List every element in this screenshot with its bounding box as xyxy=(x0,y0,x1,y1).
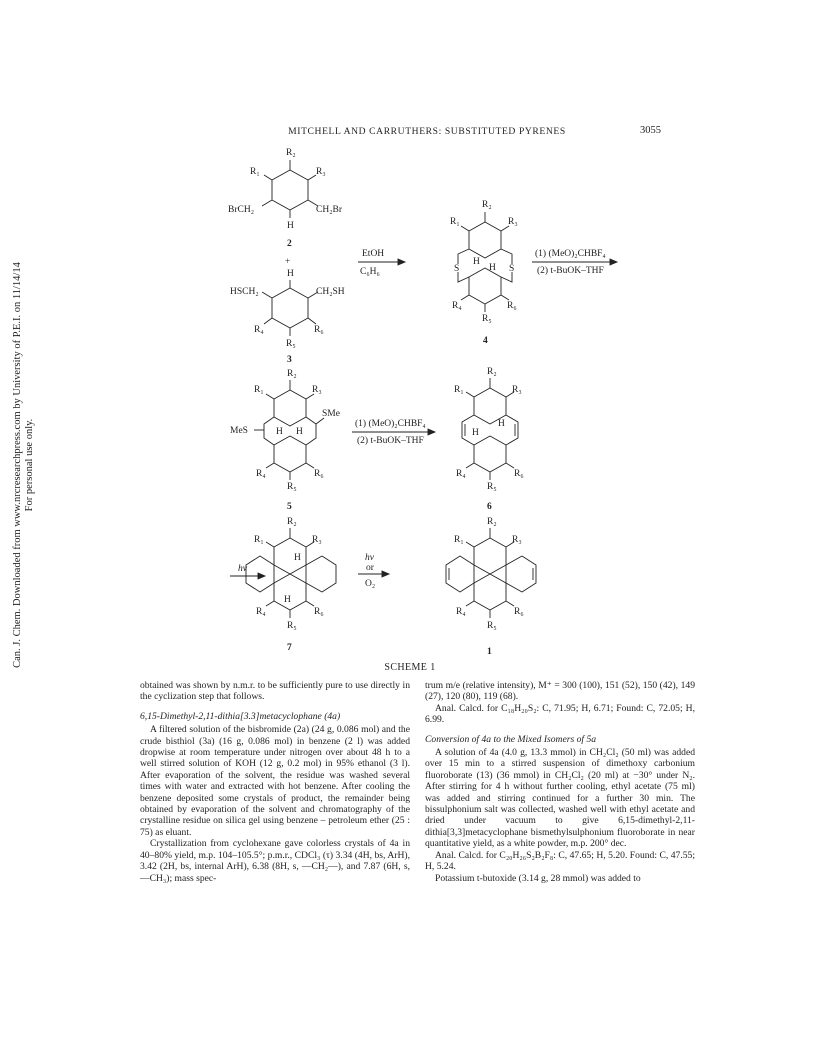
label-H: H xyxy=(489,263,496,273)
label-R1: R₁ xyxy=(450,217,460,227)
compound-number-1: 1 xyxy=(487,647,492,657)
compound-number-2: 2 xyxy=(287,239,292,249)
label-R4: R₄ xyxy=(452,301,462,311)
label-R6: R₆ xyxy=(314,469,324,479)
label-R3: R₃ xyxy=(312,535,322,545)
paragraph: Crystallization from cyclohexane gave colorless crystals of 4a in 40–80% yield, m.p. 104–105.5°; p.m.r., CDCl₃ (τ) 3.34 (4H, bs, ArH), 3.42 (2H, bs, internal ArH), 6.38 (8H, s, —CH₂—), and 7.87 (6H, s, —CH₃); mass spec- xyxy=(140,838,410,884)
compound-4-structure xyxy=(450,200,518,346)
left-column xyxy=(140,680,410,884)
label-R3: R₃ xyxy=(512,535,522,545)
paragraph: A solution of 4a (4.0 g, 13.3 mmol) in CH₂Cl₂ (50 ml) was added over 15 min to a stirred suspension of dimethoxy carbonium fluoroborate (13) (36 mmol) in CH₂Cl₂ (20 ml) at −30° under N₂. After stirring for 4 h without further cooling, ethyl acetate (75 ml) was added and stirring continued for a further 30 min. The bissulphonium salt was collected, washed well with ethyl acetate and dried under vacuum to give 6,15-dimethyl-2,11-dithia[3,3]metacyclophane bismethylsulphonium fluoroborate in near quantitative yield, as a white powder, m.p. 200° dec. xyxy=(425,747,695,850)
paragraph: Anal. Calcd. for C₂₀H₂₆S₂B₂F₈: C, 47.65; H, 5.20. Found: C, 47.55; H, 5.24. xyxy=(425,849,695,873)
label-R6: R₆ xyxy=(314,607,324,617)
label-BrCH2: BrCH₂ xyxy=(228,205,255,215)
label-R6: R₆ xyxy=(507,301,517,311)
label-S: S xyxy=(454,264,460,274)
download-watermark xyxy=(4,255,44,675)
compound-number-5: 5 xyxy=(287,502,292,512)
label-H: H xyxy=(287,221,294,231)
label-R2: R₂ xyxy=(487,517,497,527)
watermark-line-1: Can. J. Chem. Downloaded from www.nrcresearchpress.com by University of P.E.I. on 11/14/14 xyxy=(12,262,23,668)
compound-number-3: 3 xyxy=(287,355,292,365)
label-R2: R₂ xyxy=(287,369,297,379)
paragraph: A filtered solution of the bisbromide (2a) (24 g, 0.086 mol) and the crude bisthiol (3a) (16 g, 0.086 mol) in benzene (2 l) was added dropwise at room temperature under nitrogen over about 48 h to a well stirred solution of KOH (12 g, 0.2 mol) in 95% ethanol (3 l). After evaporation of the solvent, the residue was washed several times with water and extracted with hot benzene. After cooling the benzene deposited some crystals of product, the remainder being obtained by evaporation of the solvent and chromatography of the crystalline residue on silica gel using benzene – petroleum ether (25 : 75) as eluant. xyxy=(140,724,410,838)
paragraph: obtained was shown by n.m.r. to be sufficiently pure to use directly in the cyclization step that follows. xyxy=(140,680,410,703)
compound-number-6: 6 xyxy=(487,502,492,512)
paragraph: trum m/e (relative intensity), M⁺ = 300 (100), 151 (52), 150 (42), 149 (27), 120 (80), 119 (68). xyxy=(425,680,695,703)
label-H: H xyxy=(498,419,505,429)
arrow-4 xyxy=(230,564,265,579)
label-R4: R₄ xyxy=(256,607,266,617)
running-head: MITCHELL AND CARRUTHERS: SUBSTITUTED PYRENES xyxy=(288,126,566,137)
section-heading: 6,15-Dimethyl-2,11-dithia[3.3]metacyclophane (4a) xyxy=(140,710,341,722)
arrow-5 xyxy=(358,553,389,589)
compound-number-4: 4 xyxy=(483,336,488,346)
reaction-scheme xyxy=(210,140,640,660)
label-R5: R₅ xyxy=(482,314,492,324)
label-R6: R₆ xyxy=(514,469,524,479)
label-R2: R₂ xyxy=(287,517,297,527)
arrow-3 xyxy=(352,418,435,446)
label-H: H xyxy=(276,427,283,437)
label-R5: R₅ xyxy=(287,482,297,492)
compound-2-structure xyxy=(228,148,343,249)
compound-1-structure xyxy=(446,517,536,657)
arrow-3-bottom: (2) t-BuOK–THF xyxy=(357,436,424,446)
compound-6-structure xyxy=(454,367,524,512)
arrow-2-top: (1) (MeO)₂CHBF₄ xyxy=(535,249,606,259)
label-R5: R₅ xyxy=(287,621,297,631)
label-R4: R₄ xyxy=(256,469,266,479)
label-R5: R₅ xyxy=(487,482,497,492)
label-H: H xyxy=(473,257,480,267)
arrow-1-bottom: C₆H₆ xyxy=(360,267,380,277)
label-R5: R₅ xyxy=(487,621,497,631)
label-R1: R₁ xyxy=(254,535,264,545)
label-R4: R₄ xyxy=(456,469,466,479)
label-R1: R₁ xyxy=(454,535,464,545)
arrow-4-label: hν xyxy=(238,564,247,574)
arrow-5-top: hν xyxy=(365,553,374,563)
arrow-1-top: EtOH xyxy=(362,249,385,259)
label-R6: R₆ xyxy=(314,325,324,335)
arrow-2 xyxy=(532,248,617,276)
right-column xyxy=(425,680,695,884)
label-R3: R₃ xyxy=(508,217,518,227)
label-R2: R₂ xyxy=(487,367,497,377)
compound-7-structure xyxy=(246,517,336,653)
compound-5-structure xyxy=(230,369,340,512)
label-R1: R₁ xyxy=(250,167,260,177)
label-S: S xyxy=(509,264,515,274)
label-R5: R₅ xyxy=(286,339,296,349)
reaction-scheme-drawing xyxy=(210,140,640,660)
arrow-1 xyxy=(358,249,405,277)
section-heading: Conversion of 4a to the Mixed Isomers of 5a xyxy=(425,733,597,745)
arrow-2-bottom: (2) t-BuOK–THF xyxy=(537,266,604,276)
label-R3: R₃ xyxy=(316,167,326,177)
scheme-caption: SCHEME 1 xyxy=(384,662,436,673)
compound-number-7: 7 xyxy=(287,643,292,653)
arrow-3-top: (1) (MeO)₂CHBF₄ xyxy=(355,419,426,429)
label-R2: R₂ xyxy=(482,200,492,210)
watermark-line-2: For personal use only. xyxy=(24,418,35,512)
page-number: 3055 xyxy=(640,125,661,136)
label-R2: R₂ xyxy=(286,148,296,158)
paragraph: Potassium t-butoxide (3.14 g, 28 mmol) was added to xyxy=(435,872,641,884)
arrow-5-mid: or xyxy=(366,563,374,573)
label-MeS: MeS xyxy=(230,426,248,436)
label-R3: R₃ xyxy=(312,385,322,395)
label-H: H xyxy=(294,553,301,563)
label-H: H xyxy=(284,595,291,605)
label-H: H xyxy=(472,428,479,438)
plus-sign: + xyxy=(285,257,291,267)
label-H: H xyxy=(287,269,294,279)
label-R3: R₃ xyxy=(512,385,522,395)
label-R4: R₄ xyxy=(456,607,466,617)
paragraph: Anal. Calcd. for C₁₈H₂₀S₂: C, 71.95; H, 6.71; Found: C, 72.05; H, 6.99. xyxy=(425,702,695,726)
label-CH2SH: CH₂SH xyxy=(316,287,345,297)
label-CH2Br: CH₂Br xyxy=(316,205,343,215)
label-SMe: SMe xyxy=(322,409,340,419)
label-R1: R₁ xyxy=(454,385,464,395)
compound-3-structure xyxy=(230,269,345,365)
arrow-5-bottom: O₂ xyxy=(365,579,376,589)
label-R1: R₁ xyxy=(254,385,264,395)
label-H: H xyxy=(296,427,303,437)
label-R6: R₆ xyxy=(514,607,524,617)
label-R4: R₄ xyxy=(254,325,264,335)
label-HSCH2: HSCH₂ xyxy=(230,287,259,297)
